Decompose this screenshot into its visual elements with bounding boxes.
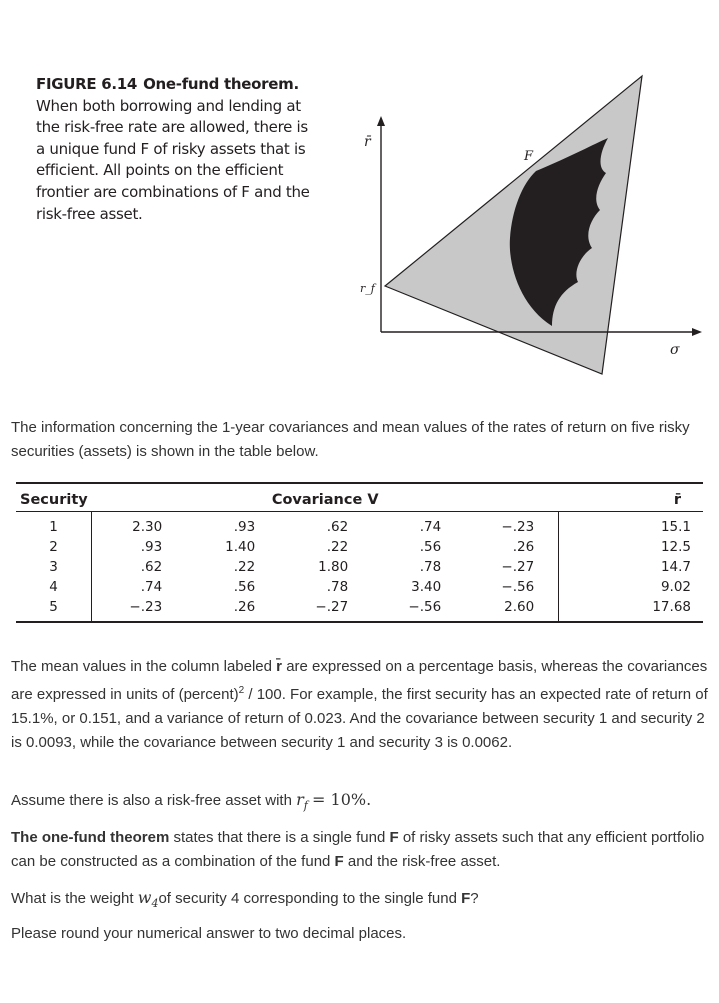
cov-cell: .78 (326, 579, 349, 595)
theorem-text: states that there is a single fund (173, 829, 386, 846)
x-axis-label: σ (670, 342, 680, 358)
riskfree-assumption (11, 788, 711, 818)
security-id: 2 (16, 537, 92, 557)
table-row (16, 577, 703, 597)
mean-cell: 12.5 (660, 539, 691, 555)
y-axis-label: r̄ (364, 134, 371, 150)
cov-cell: .62 (140, 559, 163, 575)
figure-title: One-fund theorem. (143, 75, 299, 93)
table-row (16, 537, 703, 557)
mean-cell: 15.1 (660, 519, 691, 535)
x-axis-arrow (692, 328, 702, 336)
cov-cell: .26 (233, 599, 256, 615)
theorem-text: and the risk-free asset. (347, 853, 501, 870)
cov-cell: .56 (233, 579, 256, 595)
note-text: / 100. For example, the first security has an expected rate of return of 15.1%, or 0.151, and a variance of return of 0.023. And the covariance between security 1 and security 2 is 0.0093, while the covariance between security 1 and security 3 is 0.0062. (11, 686, 708, 751)
cov-cell: 2.30 (132, 519, 163, 535)
intro-paragraph: The information concerning the 1-year covariances and mean values of the rates of return on five risky securities (assets) is shown in the table below. (11, 419, 690, 460)
rf-label: r_f (360, 282, 375, 295)
cov-cell: −.56 (408, 599, 442, 615)
cov-cell: .22 (326, 539, 349, 555)
cov-cell: 1.40 (225, 539, 256, 555)
security-id: 4 (16, 577, 92, 597)
one-fund-diagram (330, 60, 710, 380)
theorem-text: of risky assets such that any efficient portfolio can be constructed as a combination of the fund (11, 829, 705, 870)
question-text: of security 4 corresponding to the single fund (158, 890, 457, 907)
cov-cell: 2.60 (445, 597, 559, 622)
rf-subscript: f (303, 799, 308, 812)
covariance-table-wrap (16, 482, 703, 623)
cov-cell: .78 (419, 559, 442, 575)
mean-cell: 9.02 (660, 579, 691, 595)
cov-cell: 3.40 (411, 579, 442, 595)
question-text: What is the weight (11, 890, 134, 907)
rf-symbol: r (296, 790, 304, 809)
cov-cell: .93 (233, 519, 256, 535)
figure-caption (36, 74, 314, 225)
header-security: Security (16, 483, 92, 512)
theorem-statement (11, 826, 711, 874)
rounding-instruction: Please round your numerical answer to two decimal places. (11, 925, 407, 942)
fund-label: F (524, 149, 534, 164)
mean-cell: 17.68 (652, 599, 691, 615)
cov-cell: .93 (140, 539, 163, 555)
question (11, 886, 711, 916)
security-id: 3 (16, 557, 92, 577)
table-row (16, 512, 703, 538)
weight-symbol: w (137, 888, 152, 907)
cov-cell: .56 (419, 539, 442, 555)
cov-cell: .74 (419, 519, 442, 535)
header-mean: r̄ (559, 483, 703, 512)
note-text: The mean values in the column labeled (11, 658, 272, 675)
table-row (16, 597, 703, 622)
covariance-table (16, 482, 703, 623)
question-mark: ? (470, 890, 479, 907)
fund-symbol: F (334, 853, 344, 870)
cov-cell: −.23 (445, 512, 559, 538)
mean-symbol: r̄ (276, 658, 283, 675)
cov-cell: .26 (445, 537, 559, 557)
cov-cell: .62 (326, 519, 349, 535)
theorem-name: The one-fund theorem (11, 829, 170, 846)
header-covariance: Covariance V (92, 483, 559, 512)
fund-symbol: F (389, 829, 399, 846)
rf-value: = 10%. (312, 790, 372, 809)
cov-cell: −.27 (315, 599, 349, 615)
cov-cell: 1.80 (318, 559, 349, 575)
security-id: 5 (16, 597, 92, 622)
cov-cell: −.27 (445, 557, 559, 577)
cov-cell: .74 (140, 579, 163, 595)
cov-cell: .22 (233, 559, 256, 575)
figure-caption-text: When both borrowing and lending at the risk-free rate are allowed, there is a unique fund F of risky assets that is efficient. All points on the efficient frontier are combinations of F and the risk-free asset. (36, 96, 310, 223)
fund-symbol: F (461, 890, 471, 907)
cov-cell: −.56 (445, 577, 559, 597)
table-row (16, 557, 703, 577)
cov-cell: −.23 (129, 599, 163, 615)
riskfree-text: Assume there is also a risk-free asset with (11, 792, 292, 809)
y-axis-arrow (377, 116, 385, 126)
security-id: 1 (16, 512, 92, 538)
units-note: The mean values in the column labeled r̄ are expressed on a percentage basis, whereas the covariances are expressed in units of (percent)$^2$ / 100. For example, the first security has an expected rate of return of 15.1%, or 0.151, and a variance of return of 0.023. And the covariance between security 1 and security 2 is 0.0093, while the covariance between security 1 and security 3 is 0.0062. (11, 658, 708, 751)
note-text: are expressed on a percentage basis, whereas the covariances are expressed in units of (percent) (11, 658, 708, 703)
figure-label: FIGURE 6.14 (36, 75, 138, 93)
weight-subscript: 4 (151, 897, 159, 910)
mean-cell: 14.7 (660, 559, 691, 575)
